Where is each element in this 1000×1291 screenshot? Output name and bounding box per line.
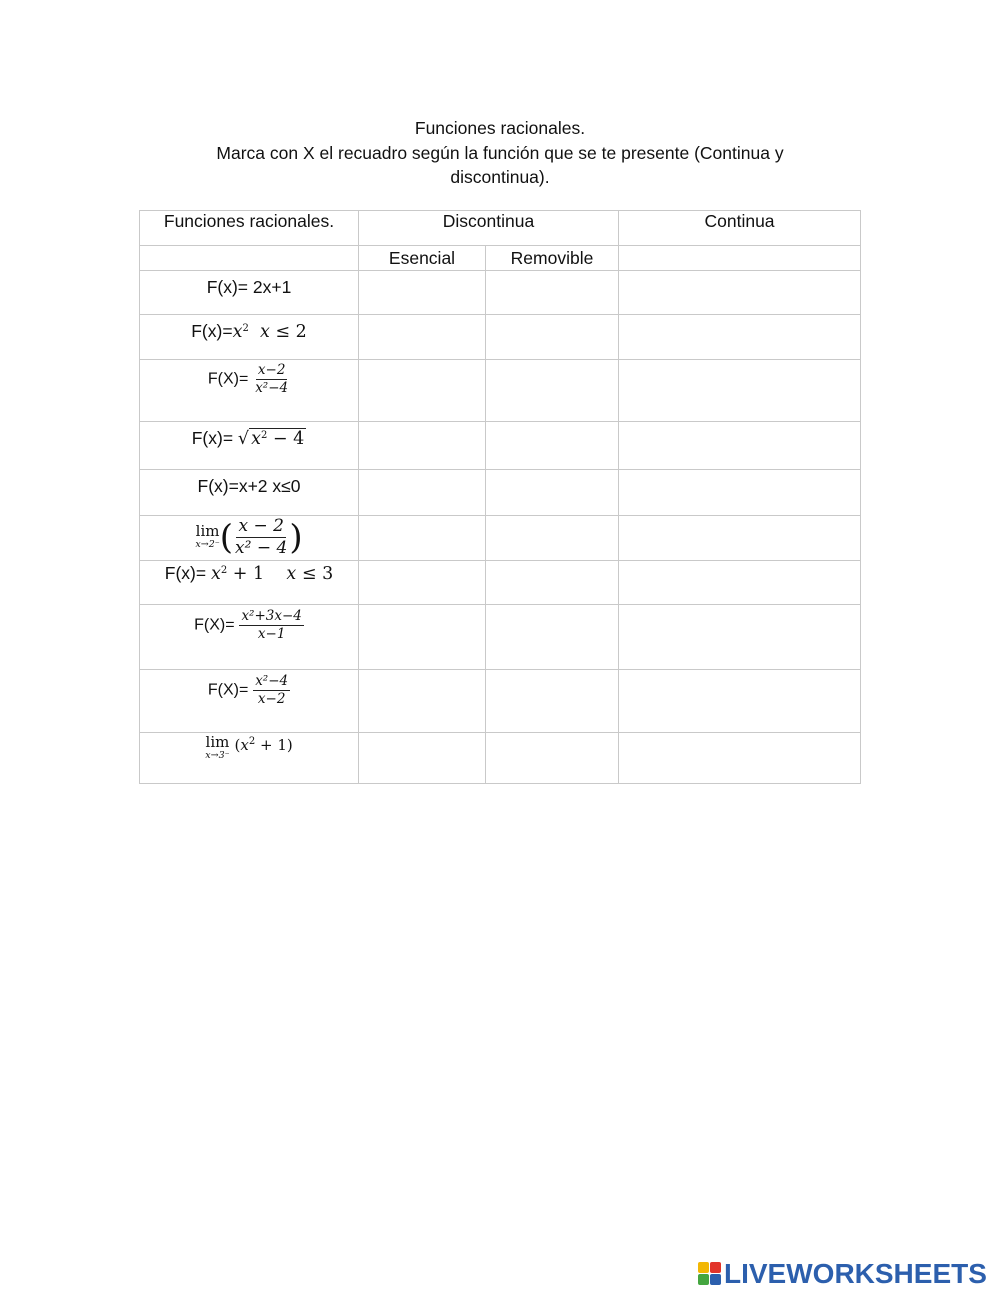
- function-prefix: F(X)=: [194, 616, 235, 634]
- table-row: [140, 271, 861, 315]
- answer-cell-esencial[interactable]: [359, 670, 486, 733]
- table-row: [140, 670, 861, 733]
- fraction-denominator: x−1: [257, 626, 286, 642]
- function-text: F(x)=x+2 x≤0: [197, 476, 301, 496]
- function-expression: $x^2 + 1$ x ≤ 3: [210, 564, 334, 584]
- worksheet-header: [150, 116, 850, 190]
- answer-cell-continua[interactable]: [619, 271, 861, 315]
- answer-cell-esencial[interactable]: [359, 470, 486, 516]
- table-row: [140, 360, 861, 422]
- function-cell: [140, 271, 359, 315]
- function-expression: $x^2$ x ≤ 2: [232, 322, 307, 342]
- answer-cell-removible[interactable]: [486, 733, 619, 784]
- limit-operator: [205, 733, 230, 762]
- fraction-numerator: x²+3x−4: [241, 608, 302, 624]
- fraction-numerator: x²−4: [255, 673, 289, 689]
- header-title: Funciones racionales.: [414, 118, 586, 138]
- answer-cell-continua[interactable]: [619, 360, 861, 422]
- function-cell: [140, 470, 359, 516]
- function-cell: [140, 360, 359, 422]
- answer-cell-removible[interactable]: [486, 670, 619, 733]
- answer-cell-esencial[interactable]: [359, 360, 486, 422]
- function-prefix: F(x)=: [191, 428, 234, 448]
- subheader-empty-continua: [619, 246, 861, 271]
- table-row: [140, 733, 861, 784]
- table-subheader-row: [140, 246, 861, 271]
- col-continua-header: Continua: [619, 211, 861, 246]
- answer-cell-esencial[interactable]: [359, 516, 486, 561]
- function-prefix: F(X)=: [207, 370, 249, 388]
- function-expression: $(x^2 + 1)$: [234, 736, 293, 754]
- col-functions-header: Funciones racionales.: [140, 211, 359, 246]
- function-cell: [140, 733, 359, 784]
- liveworksheets-logo: [698, 1258, 987, 1290]
- col-esencial-header: Esencial: [359, 246, 486, 271]
- answer-cell-continua[interactable]: [619, 733, 861, 784]
- table-row: [140, 561, 861, 605]
- function-cell: [140, 605, 359, 670]
- function-cell: [140, 561, 359, 605]
- paren-open: (: [219, 517, 234, 558]
- classification-table: [139, 210, 861, 784]
- answer-cell-continua[interactable]: [619, 561, 861, 605]
- answer-cell-esencial[interactable]: [359, 561, 486, 605]
- answer-cell-esencial[interactable]: [359, 315, 486, 360]
- fraction: [253, 362, 290, 397]
- logo-grid-icon: [698, 1262, 722, 1286]
- answer-cell-continua[interactable]: [619, 315, 861, 360]
- logo-text: LIVEWORKSHEETS: [724, 1258, 987, 1289]
- answer-cell-continua[interactable]: [619, 470, 861, 516]
- function-prefix: F(X)=: [207, 681, 249, 699]
- answer-cell-removible[interactable]: [486, 605, 619, 670]
- answer-cell-removible[interactable]: [486, 271, 619, 315]
- answer-cell-removible[interactable]: [486, 470, 619, 516]
- limit-word: lim: [195, 521, 220, 540]
- function-cell: [140, 670, 359, 733]
- function-prefix: F(x)=: [191, 321, 233, 341]
- function-cell: [140, 516, 359, 561]
- answer-cell-esencial[interactable]: [359, 422, 486, 470]
- function-text: F(x)= 2x+1: [206, 277, 292, 297]
- function-prefix: F(x)=: [164, 563, 207, 583]
- fraction: [239, 608, 303, 643]
- answer-cell-removible[interactable]: [486, 315, 619, 360]
- answer-cell-removible[interactable]: [486, 516, 619, 561]
- sqrt-expression: √ $x^2 - 4$: [237, 429, 305, 449]
- fraction: [253, 673, 290, 708]
- answer-cell-removible[interactable]: [486, 561, 619, 605]
- answer-cell-continua[interactable]: [619, 422, 861, 470]
- answer-cell-continua[interactable]: [619, 670, 861, 733]
- answer-cell-esencial[interactable]: [359, 271, 486, 315]
- paren-close: ): [289, 517, 303, 558]
- answer-cell-continua[interactable]: [619, 605, 861, 670]
- table-row: [140, 422, 861, 470]
- limit-subscript: x→2⁻: [195, 538, 220, 550]
- table-row: [140, 315, 861, 360]
- answer-cell-esencial[interactable]: [359, 605, 486, 670]
- limit-word: lim: [205, 733, 230, 751]
- fraction-numerator: x − 2: [238, 516, 284, 536]
- function-cell: [140, 315, 359, 360]
- table-row: [140, 605, 861, 670]
- function-cell: [140, 422, 359, 470]
- table-row: [140, 516, 861, 561]
- subheader-empty: [140, 246, 359, 271]
- limit-subscript: x→3⁻: [205, 750, 230, 761]
- col-discontinua-header: Discontinua: [359, 211, 619, 246]
- answer-cell-esencial[interactable]: [359, 733, 486, 784]
- col-removible-header: Removible: [486, 246, 619, 271]
- fraction: [233, 516, 289, 559]
- fraction-numerator: x−2: [257, 362, 286, 378]
- answer-cell-continua[interactable]: [619, 516, 861, 561]
- table-header-row: [140, 211, 861, 246]
- fraction-denominator: x² − 4: [235, 538, 288, 558]
- fraction-denominator: x−2: [257, 691, 286, 707]
- fraction-denominator: x²−4: [255, 380, 289, 396]
- header-instruction: Marca con X el recuadro según la función que se te presente (Continua y: [216, 142, 784, 163]
- table-row: [140, 470, 861, 516]
- limit-operator: [195, 521, 220, 551]
- answer-cell-removible[interactable]: [486, 360, 619, 422]
- answer-cell-removible[interactable]: [486, 422, 619, 470]
- header-instruction-cont: discontinua).: [450, 167, 550, 187]
